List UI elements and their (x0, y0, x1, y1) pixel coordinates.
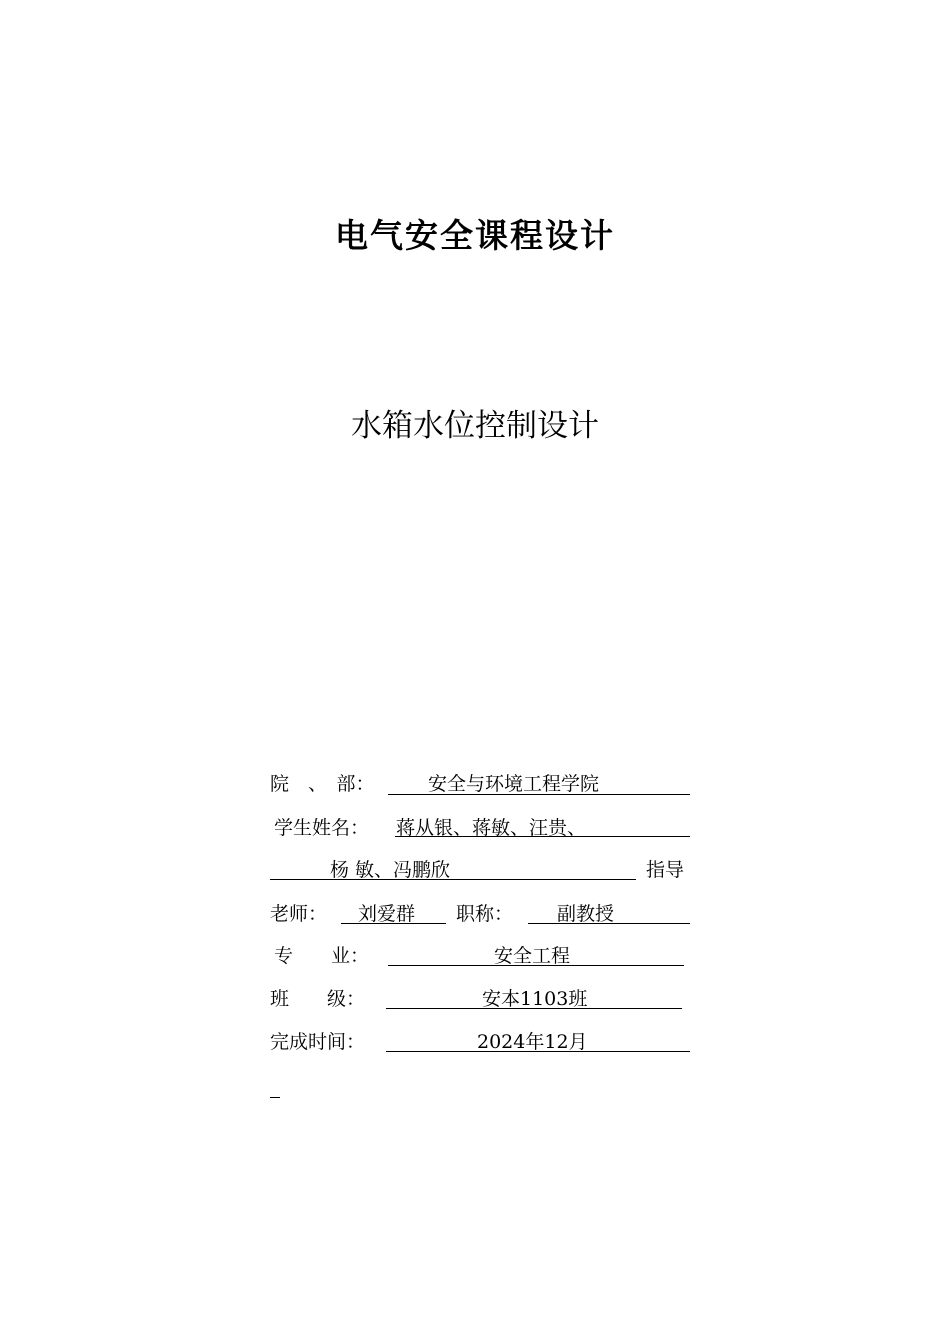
advisor-value: 刘爱群 (358, 903, 416, 925)
department-value: 安全与环境工程学院 (428, 773, 600, 795)
class-label: 班 级： (270, 988, 366, 1010)
students-value-line2: 杨 敏、冯鹏欣 (330, 859, 451, 881)
trailing-underline-mark (270, 1097, 280, 1098)
students-underline-2 (270, 879, 636, 880)
course-title: 电气安全课程设计 (335, 216, 615, 255)
completion-date-label: 完成时间： (270, 1031, 366, 1053)
major-value: 安全工程 (494, 945, 571, 967)
students-label: 学生姓名： (274, 817, 370, 839)
project-title: 水箱水位控制设计 (351, 408, 599, 444)
advisor-label-part2: 老师： (270, 903, 328, 925)
department-label: 院 、 部： (270, 773, 375, 795)
advisor-label-part1: 指导 (646, 859, 685, 881)
title-rank-label: 职称： (456, 903, 514, 925)
completion-date-value: 2024年12月 (477, 1031, 588, 1053)
title-rank-value: 副教授 (557, 903, 615, 925)
students-value-line1: 蒋从银、蒋敏、汪贵、 (396, 817, 587, 839)
major-label: 专 业： (274, 945, 370, 967)
class-value: 安本1103班 (482, 988, 588, 1010)
